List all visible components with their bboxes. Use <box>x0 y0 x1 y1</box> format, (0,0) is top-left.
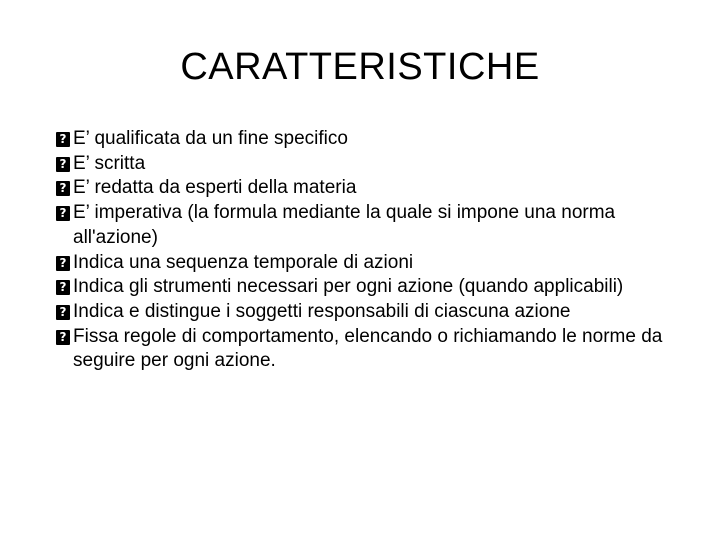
bullet-text: Fissa regole di comportamento, elencando o richiamando le norme da seguire per ogni azione. <box>73 325 663 372</box>
missing-glyph-icon <box>56 256 70 271</box>
bullet-text: E’ imperativa (la formula mediante la quale si impone una norma all'azione) <box>73 202 616 248</box>
list-item <box>56 127 676 152</box>
list-item <box>56 275 676 300</box>
missing-glyph-icon <box>56 132 70 147</box>
missing-glyph-icon <box>56 181 70 196</box>
bullet-text: Indica una sequenza temporale di azioni <box>73 251 414 273</box>
bullet-text: E’ scritta <box>73 152 146 174</box>
list-item <box>56 152 676 177</box>
missing-glyph-icon <box>56 305 70 320</box>
list-item <box>56 325 676 374</box>
bullet-text: Indica e distingue i soggetti responsabili di ciascuna azione <box>73 300 571 322</box>
list-item <box>56 300 676 325</box>
bullet-text: E’ redatta da esperti della materia <box>73 177 357 199</box>
bullet-text: E’ qualificata da un fine specifico <box>73 128 348 149</box>
list-item <box>56 176 676 201</box>
missing-glyph-icon <box>56 206 70 221</box>
missing-glyph-icon <box>56 280 70 295</box>
slide-title: CARATTERISTICHE <box>180 46 540 88</box>
list-item <box>56 251 676 276</box>
missing-glyph-icon <box>56 330 70 345</box>
bullet-text: Indica gli strumenti necessari per ogni azione (quando applicabili) <box>73 276 624 298</box>
bullet-list <box>56 127 676 374</box>
list-item <box>56 201 676 250</box>
missing-glyph-icon <box>56 157 70 172</box>
